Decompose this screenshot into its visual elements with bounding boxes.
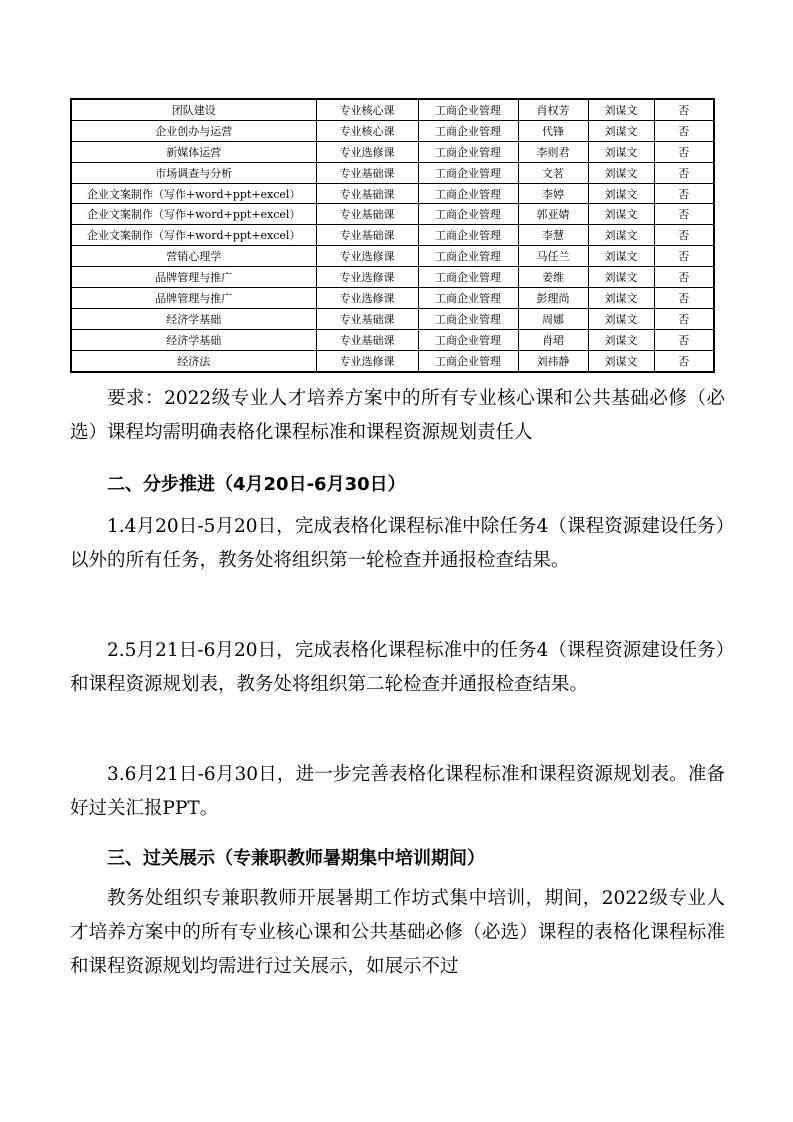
- table-cell: 工商企业管理: [418, 183, 518, 204]
- table-row: [71, 204, 714, 225]
- table-cell: 否: [654, 204, 714, 225]
- table-cell: 工商企业管理: [418, 329, 518, 350]
- section-3-body: 教务处组织专兼职教师开展暑期工作坊式集中培训，期间，2022级专业人才培养方案中的所有专业核心课和公共基础必修（必选）课程的表格化课程标准和课程资源规划均需进行过关展示，如展示不过: [70, 888, 725, 977]
- table-cell: 企业文案制作（写作+word+ppt+excel）: [71, 183, 316, 204]
- table-cell: 市场调查与分析: [71, 162, 316, 183]
- table-body: [71, 99, 714, 372]
- course-responsibility-table: [70, 98, 715, 373]
- table-cell: 企业文案制作（写作+word+ppt+excel）: [71, 225, 316, 246]
- table-cell: 工商企业管理: [418, 204, 518, 225]
- table-cell: 否: [654, 350, 714, 371]
- table-cell: 工商企业管理: [418, 120, 518, 141]
- table-cell: 彭理尚: [518, 288, 588, 309]
- table-cell: 刘谋文: [588, 225, 654, 246]
- table-cell: 李慧: [518, 225, 588, 246]
- table-cell: 专业选修课: [316, 267, 418, 288]
- table-cell: 郭亚婧: [518, 204, 588, 225]
- table-row: [71, 120, 714, 141]
- table-cell: 团队建设: [71, 99, 316, 120]
- table-cell: 工商企业管理: [418, 225, 518, 246]
- table-row: [71, 162, 714, 183]
- table-cell: 否: [654, 120, 714, 141]
- table-cell: 专业选修课: [316, 350, 418, 371]
- table-cell: 否: [654, 246, 714, 267]
- table-cell: 刘谋文: [588, 350, 654, 371]
- table-cell: 否: [654, 141, 714, 162]
- table-row: [71, 288, 714, 309]
- table-cell: 专业基础课: [316, 329, 418, 350]
- table-cell: 工商企业管理: [418, 267, 518, 288]
- table-cell: 刘谋文: [588, 183, 654, 204]
- table-cell: 否: [654, 183, 714, 204]
- table-row: [71, 329, 714, 350]
- table-row: [71, 308, 714, 329]
- table-cell: 工商企业管理: [418, 246, 518, 267]
- requirement-paragraph: 要求：2022级专业人才培养方案中的所有专业核心课和公共基础必修（必选）课程均需明确表格化课程标准和课程资源规划责任人: [70, 388, 725, 443]
- table-cell: 经济学基础: [71, 308, 316, 329]
- section-3-heading: 三、过关展示（专兼职教师暑期集中培训期间）: [107, 848, 485, 869]
- table-cell: 专业基础课: [316, 162, 418, 183]
- table-row: [71, 246, 714, 267]
- table-cell: 否: [654, 308, 714, 329]
- table-cell: 营销心理学: [71, 246, 316, 267]
- table-cell: 企业文案制作（写作+word+ppt+excel）: [71, 204, 316, 225]
- section-2-heading: 二、分步推进（4月20日-6月30日）: [107, 474, 406, 495]
- table-row: [71, 99, 714, 120]
- table-cell: 肖珺: [518, 329, 588, 350]
- table-cell: 专业选修课: [316, 288, 418, 309]
- table-cell: 经济学基础: [71, 329, 316, 350]
- table-cell: 工商企业管理: [418, 162, 518, 183]
- table-cell: 经济法: [71, 350, 316, 371]
- table-cell: 刘谋文: [588, 288, 654, 309]
- table-cell: 刘谋文: [588, 99, 654, 120]
- table-cell: 否: [654, 288, 714, 309]
- table-cell: 刘谋文: [588, 120, 654, 141]
- table-row: [71, 225, 714, 246]
- table-cell: 品牌管理与推广: [71, 288, 316, 309]
- table-cell: 工商企业管理: [418, 350, 518, 371]
- table-cell: 李则君: [518, 141, 588, 162]
- table-cell: 专业核心课: [316, 120, 418, 141]
- table-cell: 否: [654, 329, 714, 350]
- table-cell: 否: [654, 162, 714, 183]
- table-cell: 专业基础课: [316, 183, 418, 204]
- table-cell: 专业核心课: [316, 99, 418, 120]
- table-cell: 新媒体运营: [71, 141, 316, 162]
- table-cell: 刘谋文: [588, 267, 654, 288]
- table-cell: 企业创办与运营: [71, 120, 316, 141]
- table-cell: 工商企业管理: [418, 308, 518, 329]
- table-cell: 否: [654, 225, 714, 246]
- table-cell: 刘谋文: [588, 329, 654, 350]
- table-cell: 刘祎静: [518, 350, 588, 371]
- table-row: [71, 267, 714, 288]
- table-cell: 代锋: [518, 120, 588, 141]
- table-cell: 否: [654, 99, 714, 120]
- table-cell: 李婷: [518, 183, 588, 204]
- step-1-paragraph: 1.4月20日-5月20日，完成表格化课程标准中除任务4（课程资源建设任务）以外的所有任务，教务处将组织第一轮检查并通报检查结果。: [70, 516, 725, 571]
- table-cell: 马任兰: [518, 246, 588, 267]
- table-cell: 刘谋文: [588, 204, 654, 225]
- step-3-paragraph: 3.6月21日-6月30日，进一步完善表格化课程标准和课程资源规划表。准备好过关汇报PPT。: [70, 764, 725, 819]
- table-cell: 专业基础课: [316, 204, 418, 225]
- table-cell: 专业选修课: [316, 246, 418, 267]
- table-cell: 专业基础课: [316, 225, 418, 246]
- table-cell: 刘谋文: [588, 246, 654, 267]
- table-cell: 专业选修课: [316, 141, 418, 162]
- table-cell: 文茗: [518, 162, 588, 183]
- table-cell: 品牌管理与推广: [71, 267, 316, 288]
- table-cell: 否: [654, 267, 714, 288]
- table-cell: 刘谋文: [588, 141, 654, 162]
- table-cell: 刘谋文: [588, 308, 654, 329]
- step-2-paragraph: 2.5月21日-6月20日，完成表格化课程标准中的任务4（课程资源建设任务）和课程资源规划表，教务处将组织第二轮检查并通报检查结果。: [70, 640, 725, 695]
- table-cell: 姜维: [518, 267, 588, 288]
- table-row: [71, 350, 714, 371]
- table-cell: 工商企业管理: [418, 288, 518, 309]
- table-cell: 专业基础课: [316, 308, 418, 329]
- table-row: [71, 141, 714, 162]
- table-cell: 肖权芳: [518, 99, 588, 120]
- table-cell: 周娜: [518, 308, 588, 329]
- table-cell: 工商企业管理: [418, 141, 518, 162]
- table-cell: 工商企业管理: [418, 99, 518, 120]
- table-cell: 刘谋文: [588, 162, 654, 183]
- table-row: [71, 183, 714, 204]
